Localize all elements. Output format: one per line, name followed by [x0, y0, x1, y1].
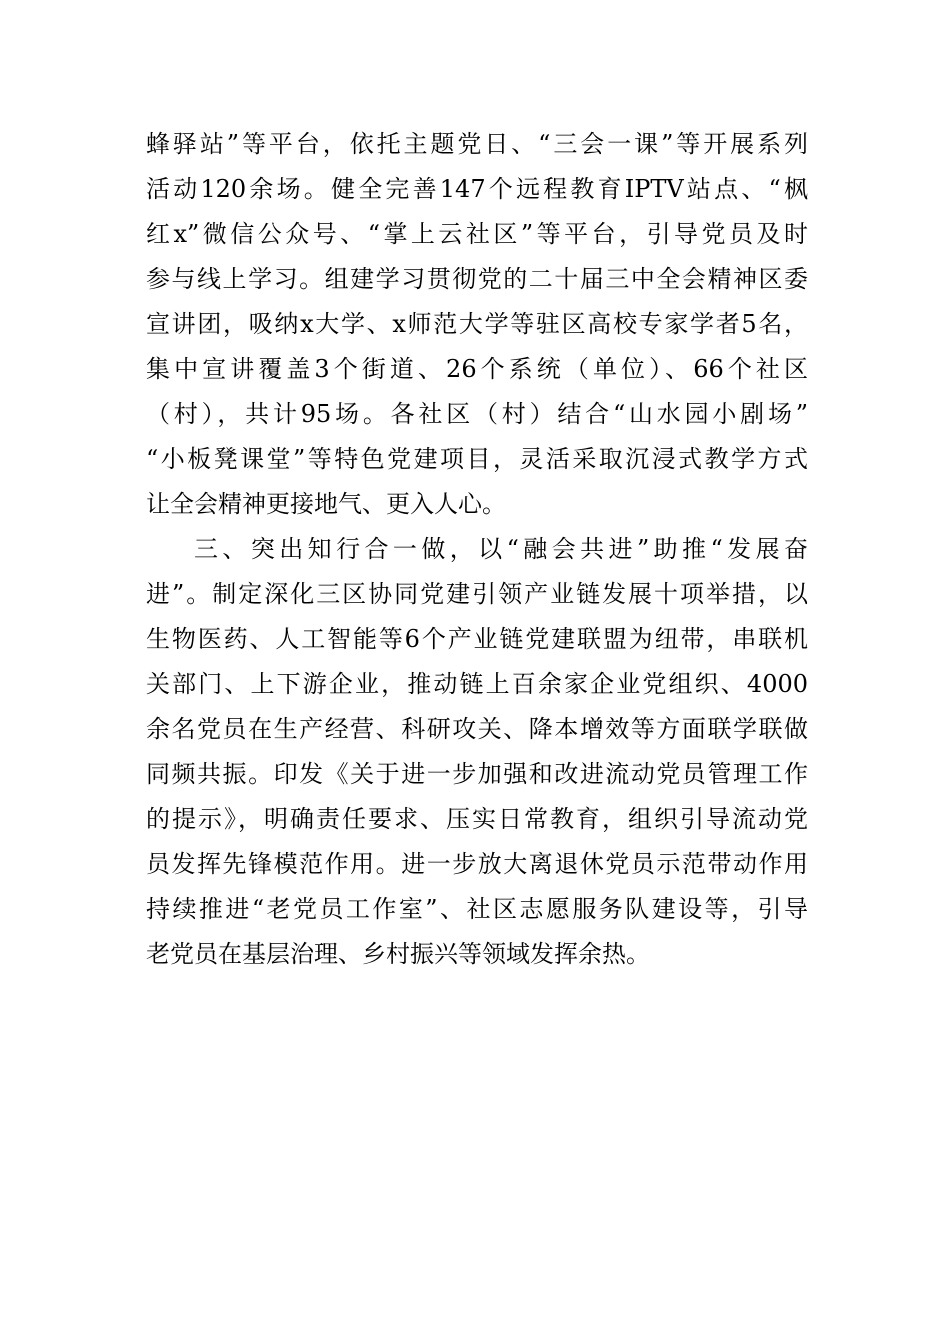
text-line: 余名党员在生产经营、科研攻关、降本增效等方面联学联做 [146, 715, 808, 743]
text-line: 宣讲团，吸纳x大学、x师范大学等驻区高校专家学者5名， [146, 310, 808, 338]
text-line: 关部门、上下游企业，推动链上百余家企业党组织、4000 [146, 670, 808, 698]
text-line: 的提示》，明确责任要求、压实日常教育，组织引导流动党 [146, 805, 808, 833]
text-line: 进”。制定深化三区协同党建引领产业链发展十项举措，以 [146, 580, 808, 608]
text-line: 让全会精神更接地气、更入人心。 [146, 490, 506, 518]
text-line: 生物医药、人工智能等6个产业链党建联盟为纽带，串联机 [146, 625, 808, 653]
text-line: 红x”微信公众号、“掌上云社区”等平台，引导党员及时 [146, 220, 808, 248]
text-line: 老党员在基层治理、乡村振兴等领域发挥余热。 [146, 940, 650, 968]
text-line: 集中宣讲覆盖3个街道、26个系统（单位）、66个社区 [146, 355, 808, 383]
text-line: （村），共计95场。各社区（村）结合“山水园小剧场” [146, 400, 808, 428]
text-line: 员发挥先锋模范作用。进一步放大离退休党员示范带动作用 [146, 850, 808, 878]
paragraph-1 [146, 122, 808, 527]
text-line: “小板凳课堂”等特色党建项目，灵活采取沉浸式教学方式 [146, 445, 808, 473]
text-line: 持续推进“老党员工作室”、社区志愿服务队建设等，引导 [146, 895, 808, 923]
paragraph-2 [146, 527, 808, 977]
text-line: 三、突出知行合一做，以“融会共进”助推“发展奋 [194, 535, 808, 563]
text-line: 参与线上学习。组建学习贯彻党的二十届三中全会精神区委 [146, 265, 808, 293]
text-line: 同频共振。印发《关于进一步加强和改进流动党员管理工作 [146, 760, 808, 788]
body-text [146, 122, 808, 977]
text-line: 活动120余场。健全完善147个远程教育IPTV站点、“枫 [146, 175, 808, 203]
text-line: 蜂驿站”等平台，依托主题党日、“三会一课”等开展系列 [146, 130, 808, 158]
